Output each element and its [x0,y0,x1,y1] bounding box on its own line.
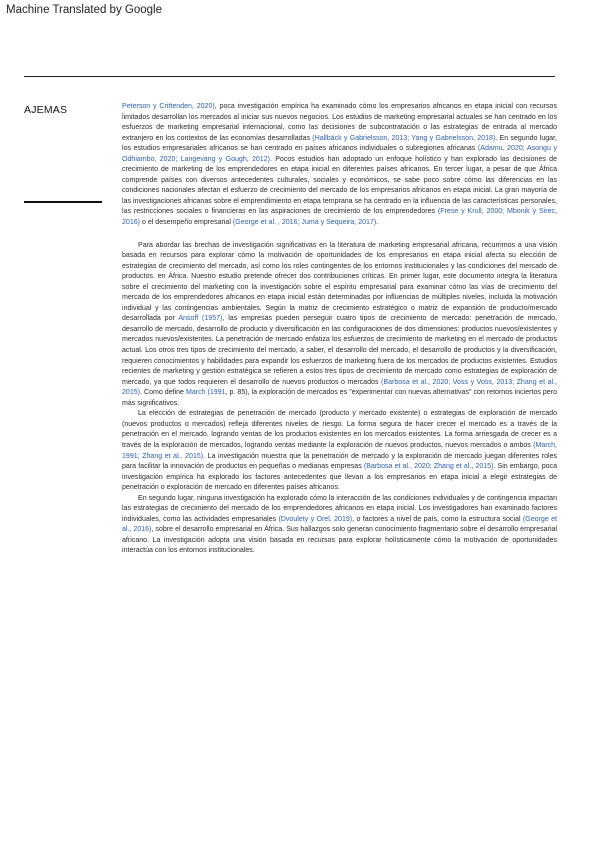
citation-link[interactable]: (George et al. , 2016; Juma y Sequeira, 2017) [232,219,377,227]
machine-translation-banner: Machine Translated by Google [6,4,162,16]
paragraph-text: La elección de estrategias de penetración de mercado (producto y mercado existente) o estrategias de exploración de mercado (nuevos productos o mercados) refleja diferentes niveles de riesgo. La forma segura de hacer crecer el mercado es a través de la penetración en el mercado, logrando ventas de los productos existentes en los mercados existentes. La forma arriesgada de crecer es a través de la exploración de mercados, logrando ventas mediante la exploración de nuevos productos, nuevos mercados o ambos [122,410,557,449]
paragraph [122,241,557,410]
citation-link[interactable]: (Barbosa et al., 2020; Zhang et al., 2015) [363,463,494,471]
paragraph-text: . [376,219,379,227]
citation-link[interactable]: Peterson y Crittenden, 2020) [122,103,215,110]
citation-link[interactable]: (Barbosa et al., 2020; Voss y Voss, 2013; Zhang et al., 2015) [122,378,557,397]
paragraph-text: . Como define [140,389,186,397]
paragraph-text: , las empresas pueden perseguir cuatro tipos de crecimiento de mercado: penetración de mercado, desarrollo de mercado, desarrollo de producto y diversificación en las configuraciones de dos dimensiones: productos nuevos/existentes y mercados nuevos/existentes. La penetración de mercado enfatiza los esfuerzos de crecimiento de marketing en el mercado de productos actual. Los otros tres tipos de crecimiento del mercado, a saber, el desarrollo del mercado, el desarrollo de productos y la diversificación, requieren conocimientos y habilidades para expandir los esfuerzos de marketing fuera de los mercados de productos existentes. Estudios recientes de marketing y gestión estratégica se refieren a estos tres tipos de crecimiento de mercado como estrategias de exploración de mercado, ya que todos requieren el desarrollo de nuevos productos o mercados [122,315,558,386]
citation-link[interactable]: (Hallbäck y Gabrielsson, 2013; Yang y Gabrielsson, 2018) [312,134,496,142]
citation-link[interactable]: (Frese y Krull, 2000; Mbonik y Sirec, 2016) [122,208,557,227]
citation-link[interactable]: (March, 1991; Zhang et al., 2015) [122,441,557,460]
citation-link[interactable]: (Dvoulety y Orel, 2019) [278,515,353,523]
paragraph-text: . La investigación muestra que la penetración de mercado y la exploración de mercado juegan diferentes roles para facilitar la innovación de productos en pequeñas o medianas empresas [122,452,558,471]
paragraph [122,494,557,557]
citation-link[interactable]: (George et al., 2016) [122,515,557,534]
citation-link[interactable]: Ansoff (1957) [178,315,223,323]
paragraph-text: , poca investigación empírica ha examinado cómo los empresarios africanos en etapa inicial con recursos limitados desarrollan los mercados al iniciar sus nuevos negocios. Los estudios de marketing empresarial actuales se han centrado en los esfuerzos de marketing empresarial internacional, como las decisiones de subcontratación o las estrategias de entrada al mercado extranjero en los contextos de las economías desarrolladas [122,103,557,142]
paragraph-text: . En segundo lugar, los estudios empresariales africanos se han centrado en países africanos individuales o subregiones africanas [122,134,557,153]
citation-link[interactable]: March (1991 [185,389,226,397]
paragraph-text: , p. 85), la exploración de mercados es "experimentar con nuevas alternativas" con retornos inciertos pero más significativos. [122,389,557,407]
paragraph-text: . Pocos estudios han adoptado un enfoque holístico y han explorado las decisiones de crecimiento de marketing de los emprendedores en etapa inicial en diferentes países africanos. En tercer lugar, a pesar de que África comprende países con diversos antecedentes culturales, sociales y económicos, se sabe poco sobre cómo las diferencias en las condiciones nacionales afectan el esfuerzo de crecimiento del mercado de los empresarios africanos en etapa inicial. La gran mayoría de las investigaciones africanas sobre el emprendimiento en etapa temprana se ha centrado en la influencia de las características personales, las restricciones sociales o financieras en las aspiraciones de crecimiento de los emprendedores [122,155,557,216]
paragraph-text: o el desempeño empresarial [140,219,233,227]
citation-link[interactable]: (Adamu, 2020; Asongu y Odhiambo, 2020; Langevang y Gough, 2012) [122,145,557,163]
paragraph [122,409,557,493]
article-body [122,102,557,557]
margin-divider [24,201,102,203]
paragraph-text: . Sin embargo, poca investigación empírica ha explorado los factores antecedentes que llevan a los empresarios en etapa inicial a elegir estrategias de penetración o exploración de mercado en diferentes países africanos. [122,463,557,492]
paragraph-text: , o factores a nivel de país, como la estructura social [352,515,523,523]
paragraph-text: En segundo lugar, ninguna investigación ha explorado cómo la interacción de las condiciones individuales y de contingencia impactan las estrategias de crecimiento del mercado de los emprendedores africanos en etapa inicial. Los investigadores han examinado factores individuales, como las actividades empresariales [122,494,557,523]
paragraph-text: , sobre el desarrollo empresarial en África. Sus hallazgos solo generan conocimiento fragmentario sobre el desarrollo empresarial africano. La investigación adopta una visión basada en recursos para explorar holísticamente cómo la motivación de oportunidades interactúa con los entornos institucionales. [122,526,557,555]
paragraph-text: Para abordar las brechas de investigación significativas en la literatura de marketing empresarial africana, recurrimos a una visión basada en recursos para explorar cómo la motivación de oportunidades de los empresarios en etapa inicial afecta su elección de estrategias de crecimiento del mercado, así como los roles contingentes de los entornos institucionales y las condiciones del mercado de productos. en África. Nuestro estudio pretende ofrecer dos contribuciones críticas. En primer lugar, este documento integra la literatura sobre el crecimiento del marketing con la investigación sobre el espíritu empresarial para examinar cómo las vías de crecimiento del mercado de los emprendedores africanos en etapa inicial están determinadas por influencias de múltiples niveles, incluida la motivación individual y las contingencias ambientales. Según la matriz de crecimiento estratégico o matriz de expansión de producto/mercado desarrollada por [122,241,557,323]
header-divider [24,76,555,77]
journal-label: AJEMAS [24,104,68,116]
paragraph [122,102,557,229]
